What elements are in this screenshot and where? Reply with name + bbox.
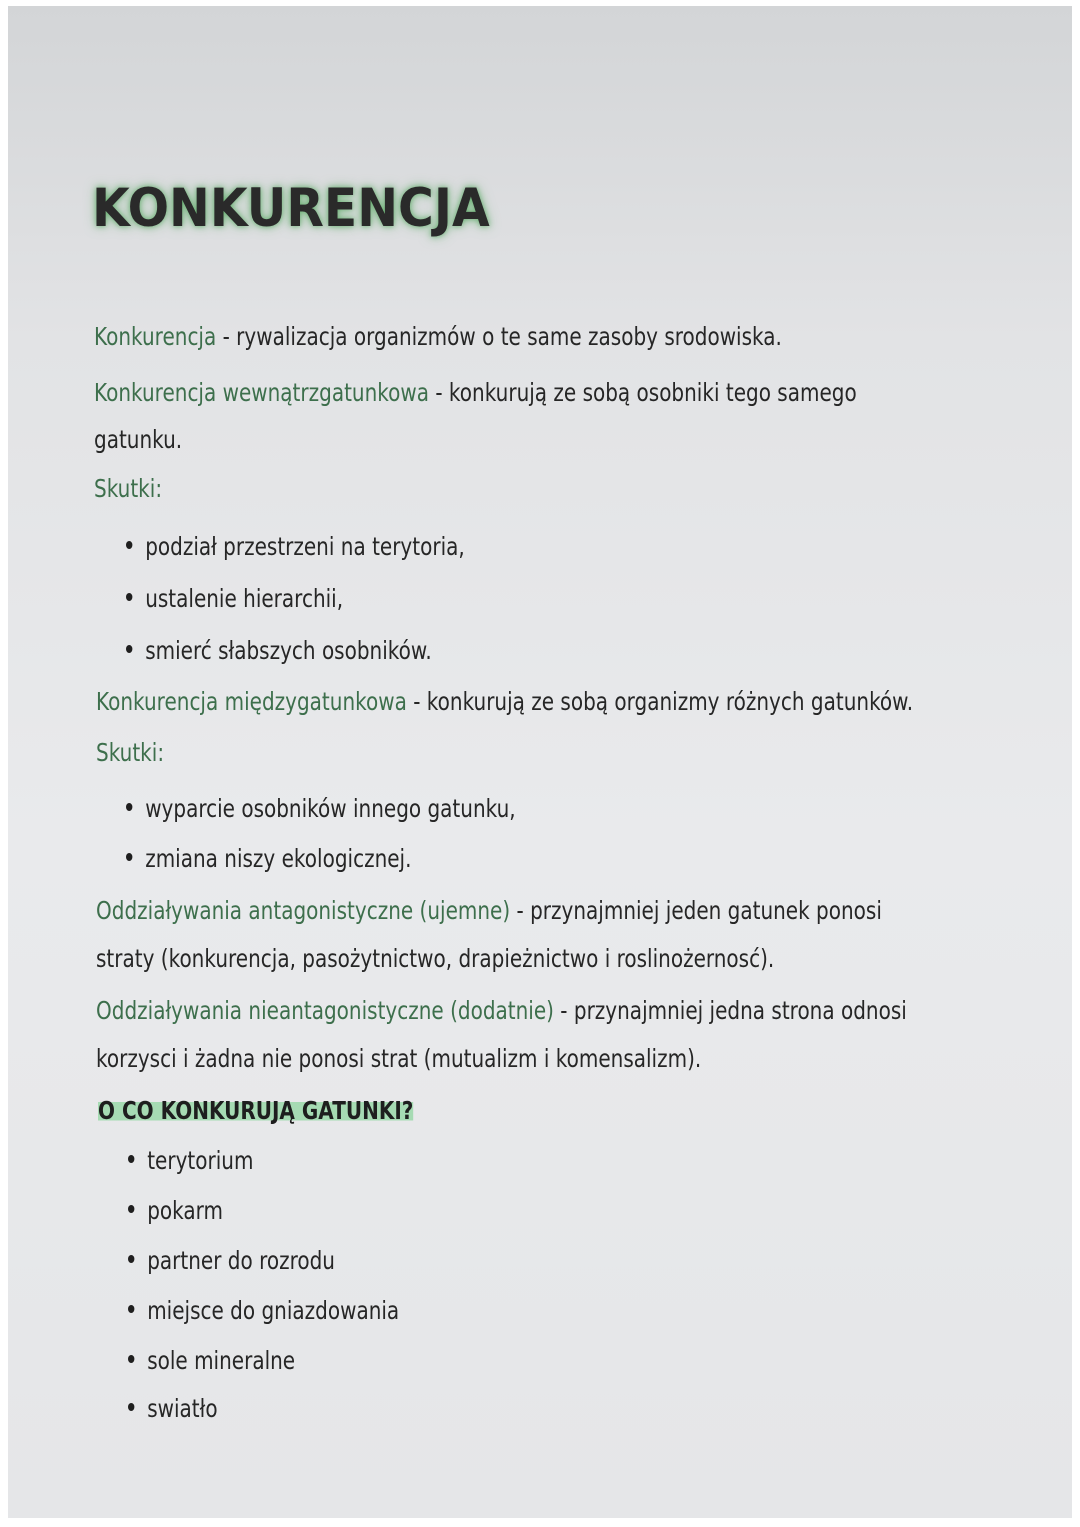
bullet-icon — [128, 1305, 134, 1313]
term-antagonistic: Oddziaływania antagonistyczne (ujemne) — [96, 896, 511, 925]
bullet-icon — [128, 1155, 134, 1163]
bullet-icon — [126, 853, 132, 861]
bullet-icon — [126, 645, 132, 653]
list-item: smierć słabszych osobników. — [126, 636, 432, 665]
term-konkurencja: Konkurencja — [94, 322, 217, 351]
definition-nonantagonistic-continued: korzysci i żadna nie ponosi strat (mutualizm i komensalizm). — [96, 1044, 702, 1073]
definition-intraspecific — [94, 378, 857, 407]
bullet-icon — [126, 593, 132, 601]
highlighted-heading: O CO KONKURUJĄ GATUNKI? — [98, 1096, 414, 1125]
term-interspecific: Konkurencja międzygatunkowa — [96, 687, 407, 716]
effects-label: Skutki: — [96, 738, 165, 767]
definition-text: - rywalizacja organizmów o te same zasoby srodowiska. — [216, 322, 782, 351]
list-item: terytorium — [128, 1146, 253, 1175]
definition-antagonistic-continued: straty (konkurencja, pasożytnictwo, drapieżnictwo i roslinożernosć). — [96, 944, 775, 973]
list-item: miejsce do gniazdowania — [128, 1296, 399, 1325]
bullet-icon — [128, 1403, 134, 1411]
definition-text: - przynajmniej jeden gatunek ponosi — [510, 896, 882, 925]
list-item: podział przestrzeni na terytoria, — [126, 532, 465, 561]
list-item: pokarm — [128, 1196, 223, 1225]
definition-konkurencja — [94, 322, 782, 351]
list-item: ustalenie hierarchii, — [126, 584, 343, 613]
term-nonantagonistic: Oddziaływania nieantagonistyczne (dodatnie) — [96, 996, 554, 1025]
bullet-icon — [126, 803, 132, 811]
definition-interspecific — [96, 687, 913, 716]
definition-nonantagonistic — [96, 996, 907, 1025]
definition-text: - konkurują ze sobą osobniki tego samego — [428, 378, 857, 407]
bullet-icon — [128, 1255, 134, 1263]
bullet-icon — [128, 1355, 134, 1363]
list-item: zmiana niszy ekologicznej. — [126, 844, 411, 873]
effects-label: Skutki: — [94, 474, 163, 503]
definition-intraspecific-continued: gatunku. — [94, 425, 183, 454]
list-item: swiatło — [128, 1394, 218, 1423]
page-title: KONKURENCJA — [92, 178, 490, 239]
list-item: sole mineralne — [128, 1346, 295, 1375]
list-item: wyparcie osobników innego gatunku, — [126, 794, 516, 823]
definition-text: - przynajmniej jedna strona odnosi — [553, 996, 907, 1025]
section-heading — [98, 1096, 413, 1125]
bullet-icon — [128, 1205, 134, 1213]
list-item: partner do rozrodu — [128, 1246, 335, 1275]
term-intraspecific: Konkurencja wewnątrzgatunkowa — [94, 378, 429, 407]
bullet-icon — [126, 541, 132, 549]
definition-antagonistic — [96, 896, 882, 925]
definition-text: - konkurują ze sobą organizmy różnych gatunków. — [406, 687, 914, 716]
